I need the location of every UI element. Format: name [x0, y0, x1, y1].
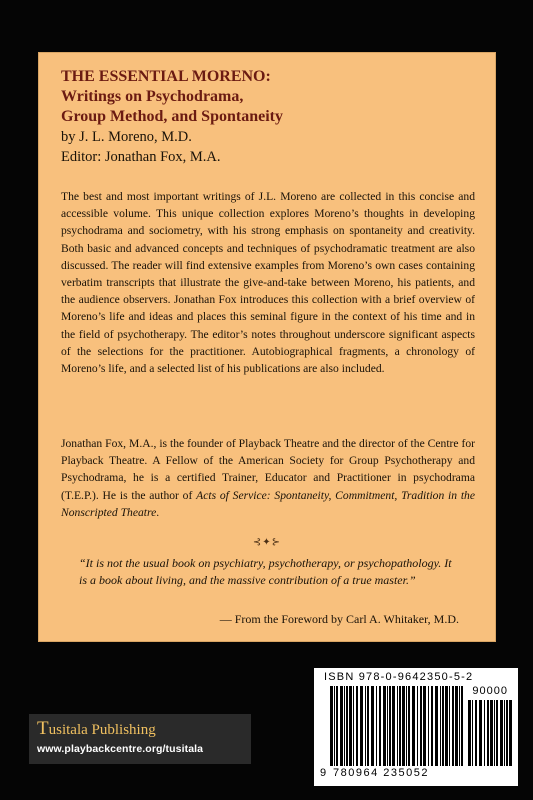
isbn-barcode	[314, 668, 518, 786]
barcode-bar	[399, 686, 401, 766]
publisher-name-initial: T	[37, 718, 49, 739]
publisher-name	[37, 720, 243, 739]
barcode-bar	[487, 700, 489, 766]
barcode-bar	[376, 686, 377, 766]
barcode-bar	[461, 686, 463, 766]
book-title-line-1: THE ESSENTIAL MORENO:	[61, 68, 271, 85]
barcode-bar	[340, 686, 343, 766]
barcode-bar	[455, 686, 458, 766]
barcode-bar	[440, 686, 441, 766]
back-cover-panel	[38, 52, 496, 642]
book-title-line-3: Group Method, and Spontaneity	[61, 108, 283, 125]
foreword-quote: “It is not the usual book on psychiatry, psychotherapy, or psychopathology. It is a book about living, and the massive contribution of a true master.”	[79, 556, 452, 587]
barcode-bar	[472, 700, 473, 766]
barcode-bar	[452, 686, 454, 766]
barcode-bar	[496, 700, 498, 766]
barcode-bar	[344, 686, 345, 766]
title-block	[61, 67, 481, 167]
barcode-bar	[408, 686, 410, 766]
barcode-lead-digit: 9	[320, 767, 327, 779]
barcode-bar	[387, 686, 388, 766]
barcode-bar	[406, 686, 407, 766]
author-line: by J. L. Moreno, M.D.	[61, 129, 192, 145]
barcode-bar	[428, 686, 429, 766]
barcode-bar	[330, 686, 333, 766]
barcode-bar	[397, 686, 398, 766]
editor-line: Editor: Jonathan Fox, M.A.	[61, 149, 221, 165]
barcode-bar	[423, 686, 426, 766]
barcode-bar	[371, 686, 374, 766]
publisher-name-rest: usitala Publishing	[48, 722, 156, 738]
barcode-bar	[336, 686, 338, 766]
barcode-bar	[431, 686, 433, 766]
barcode-bar	[479, 700, 482, 766]
barcode-bar	[383, 686, 386, 766]
barcode-bar	[389, 686, 391, 766]
price-code: 90000	[472, 685, 508, 697]
barcode-bar	[449, 686, 450, 766]
isbn-label: ISBN 978-0-9642350-5-2	[324, 671, 474, 683]
book-title-line-2: Writings on Psychodrama,	[61, 88, 244, 105]
editor-bio-end: .	[156, 505, 160, 519]
barcode-bar	[475, 700, 477, 766]
barcode-bar	[356, 686, 358, 766]
barcode-bar	[346, 686, 348, 766]
barcode-bar	[420, 686, 422, 766]
barcode-bar	[402, 686, 405, 766]
barcode-bar	[484, 700, 485, 766]
barcode-bar	[494, 700, 495, 766]
barcode-bar	[435, 686, 438, 766]
barcode-bar	[360, 686, 363, 766]
barcode-bar	[417, 686, 418, 766]
barcode-bar	[504, 700, 505, 766]
publisher-url[interactable]: www.playbackcentre.org/tusitala	[37, 743, 204, 755]
publisher-block	[29, 714, 251, 764]
barcode-bar	[442, 686, 444, 766]
barcode-bar	[412, 686, 415, 766]
barcode-bar	[459, 686, 460, 766]
barcode-bar	[367, 686, 369, 766]
barcode-bar	[506, 700, 508, 766]
barcode-digits: 780964 235052	[333, 767, 429, 779]
editor-book-title: Acts of Service: Spontaneity, Commitment, Tradition in the Nonscripted Theatre	[61, 488, 475, 519]
barcode-bar	[392, 686, 395, 766]
book-description: The best and most important writings of J.L. Moreno are collected in this concise and accessible volume. This unique collection explores Moreno’s thoughts in developing psychodrama and sociometry, with his strong emphasis on spontaneity and creativity. Both basic and advanced concepts and techniques of psychodramatic treatment are also discussed. The reader will find extensive examples from Moreno’s own cases containing verbatim transcripts that illustrate the give-and-take between Moreno, his patients, and the audience observers. Jonathan Fox introduces this collection with a brief overview of Moreno’s life and ideas and places this seminal figure in the context of his time and in the field of psychotherapy. The editor’s notes throughout underscore significant aspects of the selections for the practitioner. Autobiographical fragments, a chronology of Moreno’s life, and a selected list of his publications are also included.	[61, 190, 475, 376]
barcode-bar	[379, 686, 381, 766]
barcode-bar	[509, 700, 512, 766]
quote-attribution: — From the Foreword by Carl A. Whitaker, M.D.	[219, 612, 459, 626]
barcode-bar	[490, 700, 493, 766]
ornament-divider: ⊰✦⊱	[252, 537, 282, 548]
editor-bio	[61, 435, 475, 521]
editor-bio-text: Jonathan Fox, M.A., is the founder of Playback Theatre and the director of the Centre for Playback Theatre. A Fellow of the American Society for Group Psychotherapy and Psychodrama, he is a certified Trainer, Educator and Practitioner in psychodrama (T.E.P.). He is the author of	[61, 437, 475, 502]
barcode-bar	[445, 686, 448, 766]
barcode-bar	[365, 686, 366, 766]
barcode-bar	[500, 700, 503, 766]
barcode-bar	[349, 686, 352, 766]
barcode-bar	[468, 700, 471, 766]
barcode-bar	[334, 686, 335, 766]
barcode-bar	[353, 686, 354, 766]
